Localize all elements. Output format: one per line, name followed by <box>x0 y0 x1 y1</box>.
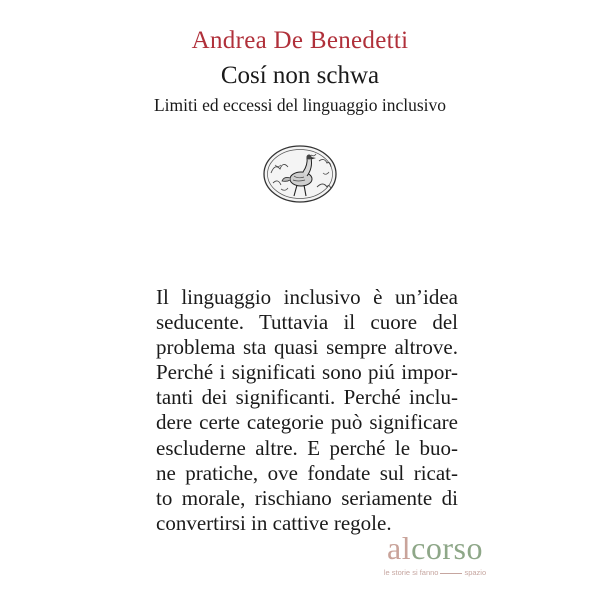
back-cover-blurb <box>156 285 458 536</box>
blurb-line: problema sta quasi sempre altrove. <box>156 335 458 360</box>
book-subtitle: Limiti ed eccessi del linguaggio inclusivo <box>153 95 447 115</box>
blurb-line: Perché i significati sono piú impor- <box>156 360 458 385</box>
logo-prefix: al <box>387 530 412 566</box>
blurb-line: dere certe categorie può significare <box>156 410 458 435</box>
logo-word: corso <box>411 530 483 566</box>
tagline-end: spazio <box>464 568 487 577</box>
blurb-line: Il linguaggio inclusivo è un’idea <box>156 285 458 309</box>
book-title: Cosí non schwa <box>220 62 380 89</box>
logo-wordmark <box>380 530 490 566</box>
alcorso-logo <box>380 530 490 580</box>
blurb-line: ne pratiche, ove fondate sul ricat- <box>156 460 458 485</box>
tagline-start: le storie si fanno <box>383 568 439 577</box>
blurb-line: convertirsi in cattive regole. <box>156 510 392 535</box>
blurb-line: to morale, rischiano seriamente di <box>156 485 458 510</box>
author-name: Andrea De Benedetti <box>191 27 409 54</box>
blurb-line: seducente. Tuttavia il cuore del <box>156 310 458 335</box>
tagline-divider <box>440 573 462 574</box>
blurb-line: escluderne altre. E perché le buo- <box>156 435 458 460</box>
logo-tagline <box>380 568 490 577</box>
blurb-line: tanti dei significanti. Perché inclu- <box>156 385 458 410</box>
ostrich-seal-icon <box>261 143 339 205</box>
